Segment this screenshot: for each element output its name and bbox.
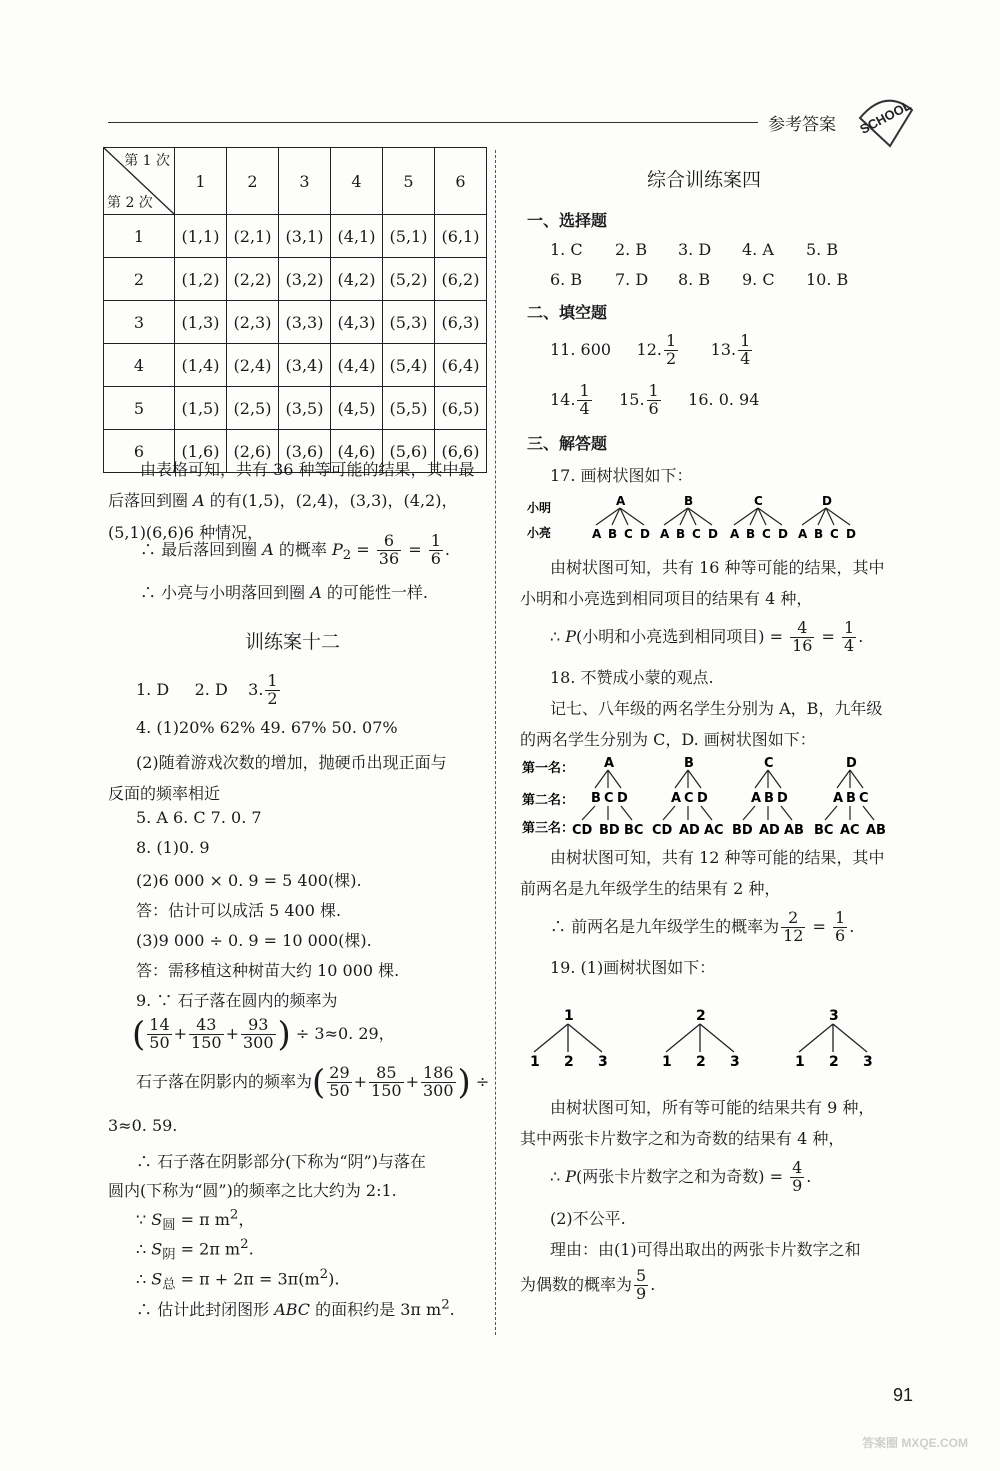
tree19-leaf: 1 bbox=[530, 1054, 540, 1070]
table-cell: (5,1) bbox=[383, 215, 435, 258]
col-header: 2 bbox=[227, 148, 279, 215]
tree19-leaf: 1 bbox=[795, 1054, 805, 1070]
watermark-text: 答案圈 MXQE.COM bbox=[862, 1436, 969, 1450]
section-solve: 三、解答题 bbox=[527, 434, 608, 453]
tree18-second: B bbox=[846, 791, 856, 806]
tree17-leaf: A bbox=[798, 527, 808, 541]
table-cell: (1,4) bbox=[175, 344, 227, 387]
area-conclusion: ∴ 估计此封闭图形 ABC 的面积约是 3π $m^2$. bbox=[136, 1297, 455, 1319]
answer-9-expr1: ( $\frac{14}{50}$ + $\frac{43}{150}$ + $\frac{93}{300}$ ) ÷ 3≈0. 29， bbox=[132, 1014, 395, 1055]
mc-4: 4. A bbox=[742, 240, 774, 259]
table-row bbox=[104, 258, 487, 301]
table-cell: (3,1) bbox=[279, 215, 331, 258]
table-cell: (2,6) bbox=[227, 430, 279, 473]
tree17-leaf: D bbox=[640, 527, 650, 541]
tree18-third: BC bbox=[624, 823, 644, 838]
table-cell: (2,3) bbox=[227, 301, 279, 344]
tree17-root: D bbox=[822, 494, 832, 508]
tree19-root: 3 bbox=[829, 1008, 839, 1024]
fill-14-16: 14. $\frac{1}{4}$ 15. $\frac{1}{6}$ 16. 0. 94 bbox=[550, 381, 760, 418]
tree18-third: CD bbox=[652, 823, 673, 838]
tree17-leaf: D bbox=[778, 527, 788, 541]
page-number: 91 bbox=[893, 1385, 914, 1405]
tree18-second: A bbox=[671, 791, 682, 806]
col-header: 4 bbox=[331, 148, 383, 215]
tree18-second: B bbox=[591, 791, 601, 806]
q19-prob: ∴ P(两张卡片数字之和为奇数) = $\frac{4}{9}$ . bbox=[550, 1158, 812, 1195]
tree18-row3-label: 第三名： bbox=[522, 821, 575, 836]
q17-prob: ∴ P(小明和小亮选到相同项目) = $\frac{4}{16}$ = $\frac{1}{4}$ . bbox=[550, 618, 864, 655]
mc-6: 6. B bbox=[550, 270, 583, 289]
left-para-3: (5,1)(6,6)6 种情况， bbox=[108, 523, 264, 542]
tree17-leaf: B bbox=[746, 527, 756, 541]
tree17-leaf: D bbox=[846, 527, 856, 541]
table-cell: (6,5) bbox=[435, 387, 487, 430]
q19-h: 为偶数的概率为 $\frac{5}{9}$ . bbox=[520, 1266, 656, 1303]
answer-8b: (2)6 000 × 0. 9 = 5 400(棵). bbox=[136, 871, 362, 890]
tree19-leaf: 2 bbox=[696, 1054, 706, 1070]
left-para-2: 后落回到圈 A 的有(1,5)，(2,4)，(3,3)，(4,2)， bbox=[108, 491, 458, 510]
row-header: 3 bbox=[104, 301, 175, 344]
table-cell: (4,3) bbox=[331, 301, 383, 344]
tree19-leaf: 3 bbox=[598, 1054, 608, 1070]
table-cell: (6,4) bbox=[435, 344, 487, 387]
row-header: 2 bbox=[104, 258, 175, 301]
row-header: 5 bbox=[104, 387, 175, 430]
tree18-third: AD bbox=[679, 823, 700, 838]
tree18-third: BC bbox=[814, 823, 834, 838]
table-corner bbox=[104, 148, 175, 215]
tree18-second: C bbox=[684, 791, 694, 806]
tree18-second: D bbox=[617, 791, 628, 806]
q19-b: 由树状图可知，所有等可能的结果共有 9 种， bbox=[550, 1098, 875, 1117]
section-mc: 一、选择题 bbox=[527, 211, 608, 230]
tree18-row1-label: 第一名： bbox=[522, 761, 575, 776]
mc-10: 10. B bbox=[806, 270, 849, 289]
tree17-leaf: C bbox=[830, 527, 839, 541]
table-cell: (3,5) bbox=[279, 387, 331, 430]
q18-e: 前两名是九年级学生的结果有 2 种， bbox=[520, 879, 781, 898]
tree18-second: B bbox=[764, 791, 774, 806]
answer-8d: (3)9 000 ÷ 0. 9 = 10 000(棵). bbox=[136, 931, 372, 950]
outcome-table bbox=[103, 147, 487, 473]
tree18-second: A bbox=[751, 791, 762, 806]
table-cell: (5,6) bbox=[383, 430, 435, 473]
table-cell: (6,6) bbox=[435, 430, 487, 473]
answer-9: 9. ∵ 石子落在圆内的频率为 bbox=[136, 991, 338, 1010]
school-logo bbox=[850, 88, 920, 148]
answer-9d: ∴ 石子落在阴影部分(下称为“阴”)与落在 bbox=[136, 1152, 426, 1171]
tree17-leaf: C bbox=[624, 527, 633, 541]
table-cell: (3,4) bbox=[279, 344, 331, 387]
q18-d: 由树状图可知，共有 12 种等可能的结果，其中 bbox=[550, 848, 885, 867]
tree19-leaf: 3 bbox=[730, 1054, 740, 1070]
tree19-root: 1 bbox=[564, 1008, 574, 1024]
table-cell: (1,3) bbox=[175, 301, 227, 344]
table-cell: (3,3) bbox=[279, 301, 331, 344]
tree17-root: A bbox=[616, 494, 626, 508]
area-total: ∴ $S_总 = \pi + 2\pi = 3\pi(m^2)$. bbox=[136, 1267, 340, 1293]
table-cell: (6,3) bbox=[435, 301, 487, 344]
header-title: 参考答案 bbox=[768, 115, 836, 135]
tree18-row2-label: 第二名： bbox=[522, 793, 575, 808]
table-cell: (5,3) bbox=[383, 301, 435, 344]
tree-diagram-18 bbox=[520, 756, 890, 840]
col-header: 5 bbox=[383, 148, 435, 215]
answer-8c: 答：估计可以成活 5 400 棵. bbox=[136, 901, 342, 920]
section-title-4: 综合训练案四 bbox=[647, 169, 762, 191]
fill-11-13: 11. 600 12. $\frac{1}{2}$ 13. $\frac{1}{4}$ bbox=[550, 331, 751, 368]
mc-5: 5. B bbox=[806, 240, 839, 259]
tree18-root: C bbox=[764, 756, 774, 771]
tree18-root: D bbox=[846, 756, 857, 771]
left-prob-line: ∴ 最后落回到圈 A 的概率 $P_2$ = $\frac{6}{36}$ = $\frac{1}{6}$ . bbox=[140, 531, 450, 568]
tree18-root: B bbox=[684, 756, 694, 771]
tree17-leaf: B bbox=[676, 527, 686, 541]
table-cell: (5,5) bbox=[383, 387, 435, 430]
col-header: 3 bbox=[279, 148, 331, 215]
mc-9: 9. C bbox=[742, 270, 775, 289]
tree18-third: AD bbox=[759, 823, 780, 838]
corner-top-label: 第 1 次 bbox=[124, 153, 170, 169]
tree17-row2-label: 小亮 bbox=[527, 526, 552, 540]
tree18-second: D bbox=[777, 791, 788, 806]
tree17-leaf: C bbox=[762, 527, 771, 541]
tree18-second: C bbox=[859, 791, 869, 806]
q18: 18. 不赞成小蒙的观点. bbox=[550, 668, 714, 687]
table-cell: (4,5) bbox=[331, 387, 383, 430]
answers-1-3: 1. D 2. D 3. $\frac{1}{2}$ bbox=[136, 671, 278, 708]
column-divider bbox=[495, 150, 496, 1335]
answers-5-7: 5. A 6. C 7. 0. 7 bbox=[136, 808, 262, 827]
tree18-third: BD bbox=[599, 823, 620, 838]
q18-b: 记七、八年级的两名学生分别为 A，B，九年级 bbox=[550, 699, 883, 718]
tree17-leaf: A bbox=[730, 527, 740, 541]
tree17-leaf: C bbox=[692, 527, 701, 541]
tree17-leaf: A bbox=[660, 527, 670, 541]
table-row bbox=[104, 215, 487, 258]
mc-8: 8. B bbox=[678, 270, 711, 289]
col-header: 6 bbox=[435, 148, 487, 215]
table-cell: (2,2) bbox=[227, 258, 279, 301]
mc-1: 1. C bbox=[550, 240, 583, 259]
area-shadow: ∴ $S_阴 = 2\pi$ $m^2$. bbox=[136, 1237, 254, 1263]
tree18-second: C bbox=[604, 791, 614, 806]
q18-prob: ∴ 前两名是九年级学生的概率为 $\frac{2}{12}$ = $\frac{1}{6}$ . bbox=[550, 908, 855, 945]
answer-4c: 反面的频率相近 bbox=[108, 784, 221, 803]
tree17-leaf: B bbox=[608, 527, 618, 541]
row-header: 4 bbox=[104, 344, 175, 387]
tree19-leaf: 1 bbox=[662, 1054, 672, 1070]
answer-4b: (2)随着游戏次数的增加，抛硬币出现正面与 bbox=[136, 753, 447, 772]
answer-9e: 圆内(下称为“圆”)的频率之比大约为 2:1. bbox=[108, 1181, 397, 1200]
tree18-second: D bbox=[697, 791, 708, 806]
logo-text: SCHOOL bbox=[857, 97, 914, 137]
table-cell: (3,2) bbox=[279, 258, 331, 301]
q19: 19. (1)画树状图如下： bbox=[550, 958, 716, 977]
table-cell: (4,6) bbox=[331, 430, 383, 473]
table-row bbox=[104, 301, 487, 344]
table-cell: (2,1) bbox=[227, 215, 279, 258]
corner-bottom-label: 第 2 次 bbox=[107, 195, 153, 211]
answer-8e: 答：需移植这种树苗大约 10 000 棵. bbox=[136, 961, 400, 980]
tree18-third: AC bbox=[840, 823, 860, 838]
row-header: 1 bbox=[104, 215, 175, 258]
tree19-leaf: 2 bbox=[564, 1054, 574, 1070]
mc-3: 3. D bbox=[678, 240, 712, 259]
answer-4: 4. (1)20% 62% 49. 67% 50. 07% bbox=[136, 718, 398, 737]
q19-g: 理由：由(1)可得出取出的两张卡片数字之和 bbox=[550, 1240, 861, 1259]
q19-c: 其中两张卡片数字之和为奇数的结果有 4 种， bbox=[520, 1129, 845, 1148]
section-fill: 二、填空题 bbox=[527, 303, 608, 322]
table-cell: (4,2) bbox=[331, 258, 383, 301]
table-cell: (4,4) bbox=[331, 344, 383, 387]
tree19-leaf: 2 bbox=[829, 1054, 839, 1070]
q19-f: (2)不公平. bbox=[550, 1209, 626, 1228]
area-circle: ∵ $S_圆 = \pi$ $m^2$， bbox=[136, 1207, 255, 1234]
q17: 17. 画树状图如下： bbox=[550, 466, 693, 485]
table-cell: (1,1) bbox=[175, 215, 227, 258]
table-cell: (6,2) bbox=[435, 258, 487, 301]
watermark-logo bbox=[860, 1395, 990, 1465]
tree-diagram-19 bbox=[520, 1008, 890, 1070]
mc-2: 2. B bbox=[615, 240, 648, 259]
mc-7: 7. D bbox=[615, 270, 649, 289]
tree-diagram-17 bbox=[525, 492, 865, 544]
table-row bbox=[104, 344, 487, 387]
table-cell: (1,2) bbox=[175, 258, 227, 301]
table-cell: (2,4) bbox=[227, 344, 279, 387]
table-cell: (5,2) bbox=[383, 258, 435, 301]
table-cell: (2,5) bbox=[227, 387, 279, 430]
tree17-leaf: D bbox=[708, 527, 718, 541]
table-cell: (3,6) bbox=[279, 430, 331, 473]
tree18-third: CD bbox=[572, 823, 593, 838]
tree18-second: A bbox=[833, 791, 844, 806]
tree18-third: AB bbox=[866, 823, 886, 838]
q17-text-b: 由树状图可知，共有 16 种等可能的结果，其中 bbox=[550, 558, 885, 577]
tree17-row1-label: 小明 bbox=[527, 501, 552, 515]
answer-9c: 3≈0. 59. bbox=[108, 1116, 178, 1135]
tree17-root: C bbox=[754, 494, 763, 508]
header-rule bbox=[108, 122, 758, 123]
table-cell: (1,6) bbox=[175, 430, 227, 473]
answer-9-expr2: 石子落在阴影内的频率为( $\frac{29}{50}$ + $\frac{85}{150}$ + $\frac{186}{300}$ ) ÷ bbox=[136, 1062, 490, 1103]
section-title-12: 训练案十二 bbox=[245, 631, 341, 653]
table-cell: (1,5) bbox=[175, 387, 227, 430]
tree19-leaf: 3 bbox=[863, 1054, 873, 1070]
tree18-third: AB bbox=[784, 823, 804, 838]
tree18-root: A bbox=[604, 756, 615, 771]
table-cell: (4,1) bbox=[331, 215, 383, 258]
tree17-leaf: A bbox=[592, 527, 602, 541]
table-cell: (5,4) bbox=[383, 344, 435, 387]
left-conclusion: ∴ 小亮与小明落回到圈 A 的可能性一样. bbox=[140, 583, 428, 602]
tree19-root: 2 bbox=[696, 1008, 706, 1024]
table-row bbox=[104, 387, 487, 430]
tree17-root: B bbox=[684, 494, 694, 508]
left-para-1: 由表格可知，共有 36 种等可能的结果，其中最 bbox=[140, 460, 475, 479]
table-cell: (6,1) bbox=[435, 215, 487, 258]
q17-text-c: 小明和小亮选到相同项目的结果有 4 种， bbox=[520, 589, 813, 608]
tree18-third: BD bbox=[732, 823, 753, 838]
tree17-leaf: B bbox=[814, 527, 824, 541]
row-header: 6 bbox=[104, 430, 175, 473]
answer-8: 8. (1)0. 9 bbox=[136, 838, 210, 857]
col-header: 1 bbox=[175, 148, 227, 215]
tree18-third: AC bbox=[704, 823, 724, 838]
q18-c: 的两名学生分别为 C，D. 画树状图如下： bbox=[520, 730, 816, 749]
